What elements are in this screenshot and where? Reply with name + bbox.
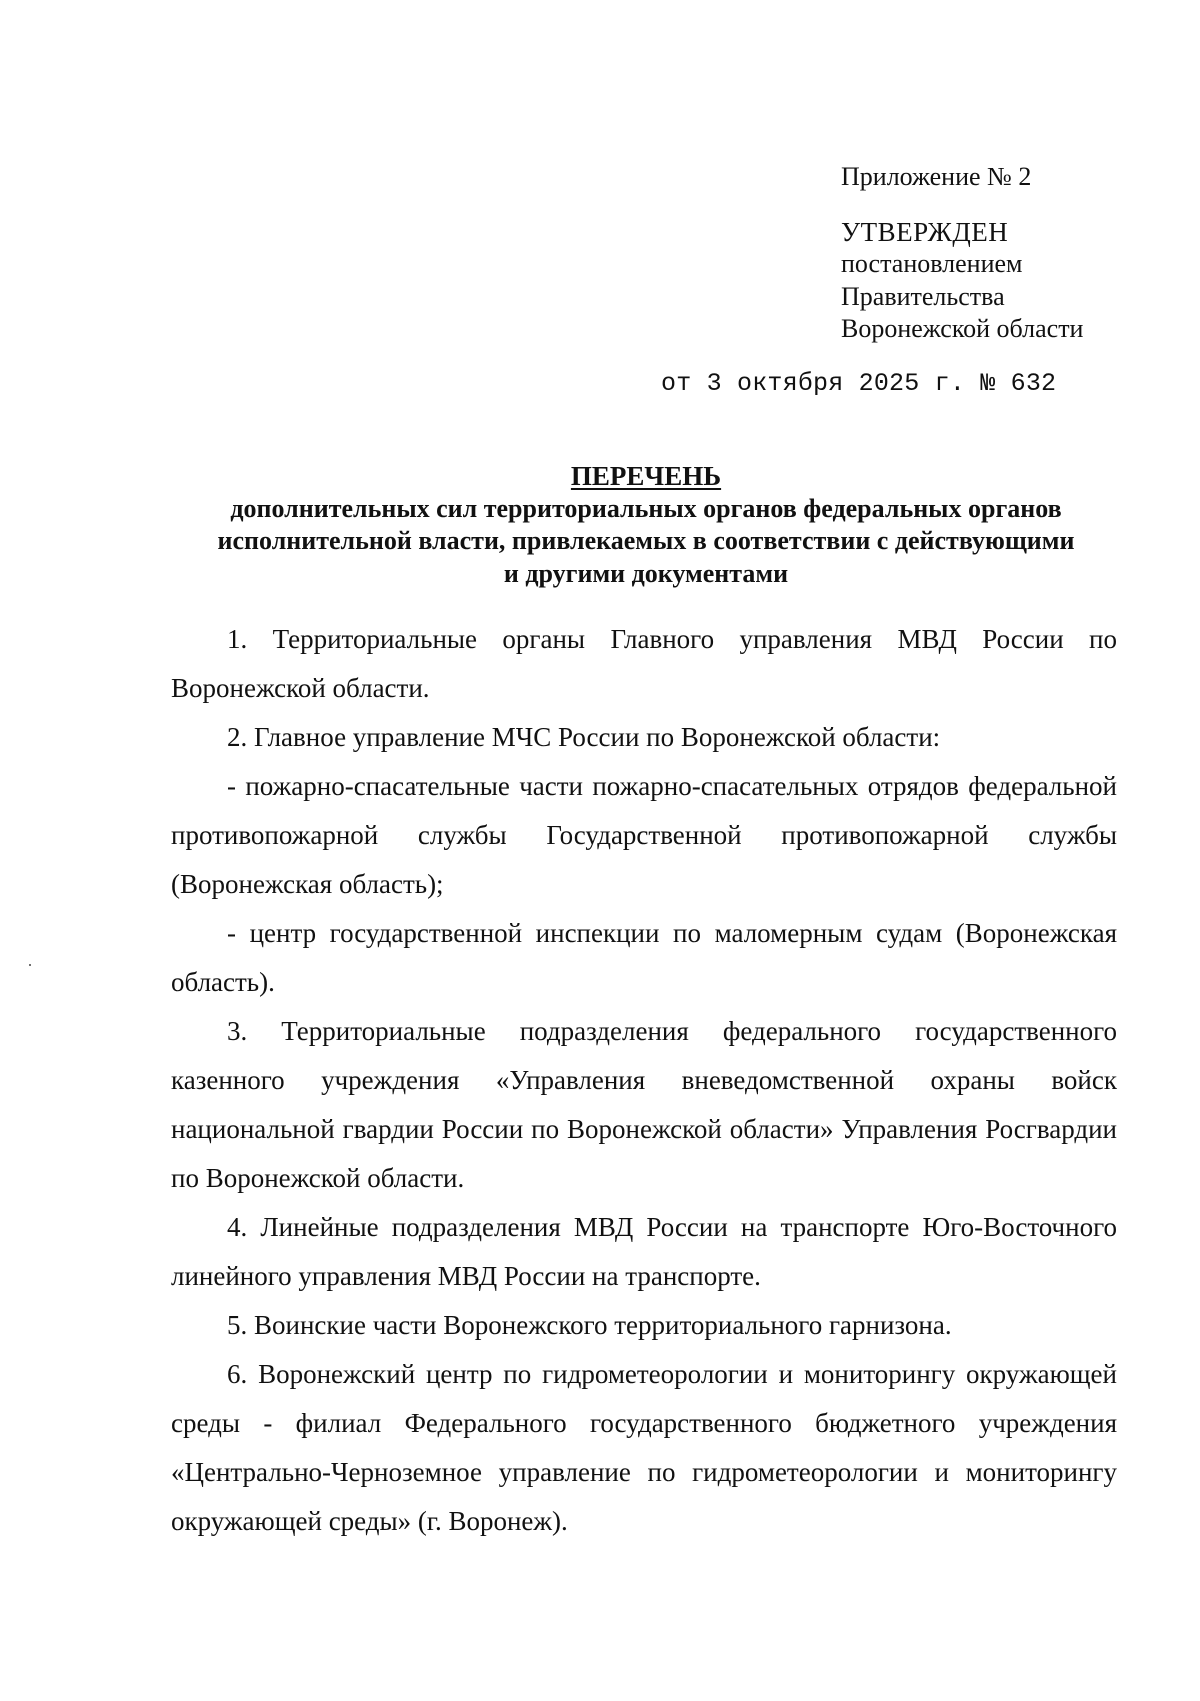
list-item: 5. Воинские части Воронежского территориального гарнизона.	[227, 1310, 952, 1340]
subtitle-line-3: и другими документами	[503, 558, 789, 588]
subtitle-line-2: исполнительной власти, привлекаемых в соответствии с действующими	[217, 526, 1075, 555]
approved-label: УТВЕРЖДЕН	[841, 216, 1009, 247]
document-body	[171, 615, 1117, 1546]
annex-label: Приложение № 2	[841, 162, 1032, 191]
approval-line-3: Воронежской области	[841, 314, 1084, 343]
approval-line-2: Правительства	[841, 281, 1005, 311]
list-item: 6. Воронежский центр по гидрометеорологии и мониторингу окружающей среды - филиал Федерального государственного бюджетного учреждения «Центрально-Черноземное управление по гидрометеорологии и мониторингу окружающей среды» (г. Воронеж).	[171, 1359, 1117, 1536]
subtitle-line-1: дополнительных сил территориальных органов федеральных органов	[230, 493, 1062, 523]
list-item: - пожарно-спасательные части пожарно-спасательных отрядов федеральной противопожарной службы Государственной противопожарной службы (Воронежская область);	[171, 771, 1117, 899]
list-item: 2. Главное управление МЧС России по Воронежской области:	[227, 722, 941, 752]
list-item: 4. Линейные подразделения МВД России на транспорте Юго-Восточного линейного управления МВД России на транспорте.	[171, 1212, 1117, 1291]
scan-speck	[29, 964, 31, 966]
page-title: ПЕРЕЧЕНЬ	[570, 461, 722, 491]
list-item: 1. Территориальные органы Главного управления МВД России по Воронежской области.	[171, 624, 1117, 703]
date-number-stamp: от 3 октября 2025 г. № 632	[661, 369, 1057, 398]
list-item: 3. Территориальные подразделения федерального государственного казенного учреждения «Управления вневедомственной охраны войск национальной гвардии России по Воронежской области» Управления Росгвардии по Воронежской области.	[171, 1016, 1117, 1193]
list-item: - центр государственной инспекции по маломерным судам (Воронежская область).	[171, 918, 1117, 997]
approval-line-1: постановлением	[841, 249, 1023, 278]
approval-block	[661, 161, 1171, 398]
document-heading	[150, 460, 1142, 590]
